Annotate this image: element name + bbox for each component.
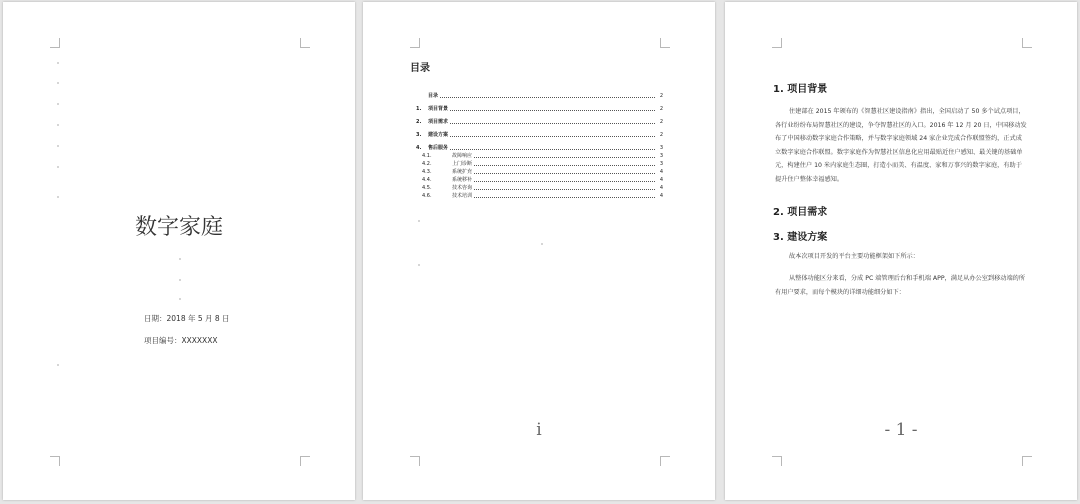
toc-entry[interactable]: 目录 2	[428, 93, 663, 99]
toc-subentry[interactable]: 4.4. 系统移补 4	[422, 177, 663, 183]
crop-mark-top-left	[772, 38, 782, 48]
crop-mark-bottom-right	[1022, 456, 1032, 466]
toc-page	[363, 2, 715, 500]
crop-mark-top-left	[410, 38, 420, 48]
paragraph-mark	[57, 196, 59, 198]
paragraph-mark	[57, 82, 59, 84]
toc-subentry[interactable]: 4.1. 故障响应 3	[422, 153, 663, 159]
crop-mark-top-right	[300, 38, 310, 48]
toc-entry[interactable]: 2. 项目需求 2	[416, 119, 663, 125]
section-heading-background: 1. 项目背景	[773, 84, 828, 95]
crop-mark-bottom-right	[660, 456, 670, 466]
paragraph-mark	[57, 103, 59, 105]
section-paragraph: 从整体功能区分来看，分成 PC 端管理后台和手机端 APP，满足从办公室到移动端的所有用户要求，而每个模块的详细功能细分如下：	[775, 275, 1026, 296]
toc-subentry[interactable]: 4.3. 系统扩充 4	[422, 169, 663, 175]
paragraph-mark	[179, 279, 181, 281]
paragraph-mark	[57, 166, 59, 168]
project-number-line: 项目编号：XXXXXXX	[144, 336, 218, 345]
crop-mark-bottom-left	[50, 456, 60, 466]
page-number: i	[536, 420, 542, 440]
toc-entry[interactable]: 4. 售后服务 3	[416, 145, 663, 151]
paragraph-mark	[179, 258, 181, 260]
toc-entry[interactable]: 3. 建设方案 2	[416, 132, 663, 138]
crop-mark-top-left	[50, 38, 60, 48]
toc-list	[416, 86, 663, 199]
toc-heading: 目录	[410, 63, 430, 74]
paragraph-mark	[57, 124, 59, 126]
toc-entry[interactable]: 1. 项目背景 2	[416, 106, 663, 112]
paragraph-mark	[541, 243, 543, 245]
crop-mark-bottom-left	[410, 456, 420, 466]
toc-subentry[interactable]: 4.2. 上门诊断 3	[422, 161, 663, 167]
cover-page	[3, 2, 355, 500]
crop-mark-top-right	[660, 38, 670, 48]
crop-mark-top-right	[1022, 38, 1032, 48]
date-line: 日期：2018 年 5 月 8 日	[144, 314, 230, 323]
section-paragraph: 故本次项目开发的平台主要功能框架如下所示：	[789, 253, 919, 260]
page-number: - 1 -	[884, 420, 918, 440]
paragraph-mark	[418, 264, 420, 266]
toc-subentry[interactable]: 4.6. 技术培训 4	[422, 193, 663, 199]
crop-mark-bottom-right	[300, 456, 310, 466]
paragraph-mark	[179, 298, 181, 300]
toc-subentry[interactable]: 4.5. 技术咨询 4	[422, 185, 663, 191]
content-page	[725, 2, 1077, 500]
section-paragraph: 住建部在 2015 年颁布的《智慧社区建设指南》指出，全国启动了 50 多个试点项目，各行业纷纷布局智慧社区的建设，争夺智慧社区的入口。2016 年 12 月 20 日，中国移动发布了中国移动数字家庭合作策略，并与数字家庭领域 24 家企业完成合作联盟签约，正式成立数字家庭合作联盟。数字家庭作为智慧社区信息化应用最贴近住户感知、最关键的基础单元，构建住户 10 米内家庭生态圈，打造小而美、有温度、家和万事兴的数字家庭，有助于提升住户整体幸福感知。	[775, 108, 1027, 183]
paragraph-mark	[418, 220, 420, 222]
section-heading-solution: 3. 建设方案	[773, 232, 828, 243]
document-title: 数字家庭	[134, 215, 223, 240]
paragraph-mark	[57, 364, 59, 366]
paragraph-mark	[57, 145, 59, 147]
section-heading-requirements: 2. 项目需求	[773, 207, 828, 218]
paragraph-mark	[57, 62, 59, 64]
crop-mark-bottom-left	[772, 456, 782, 466]
